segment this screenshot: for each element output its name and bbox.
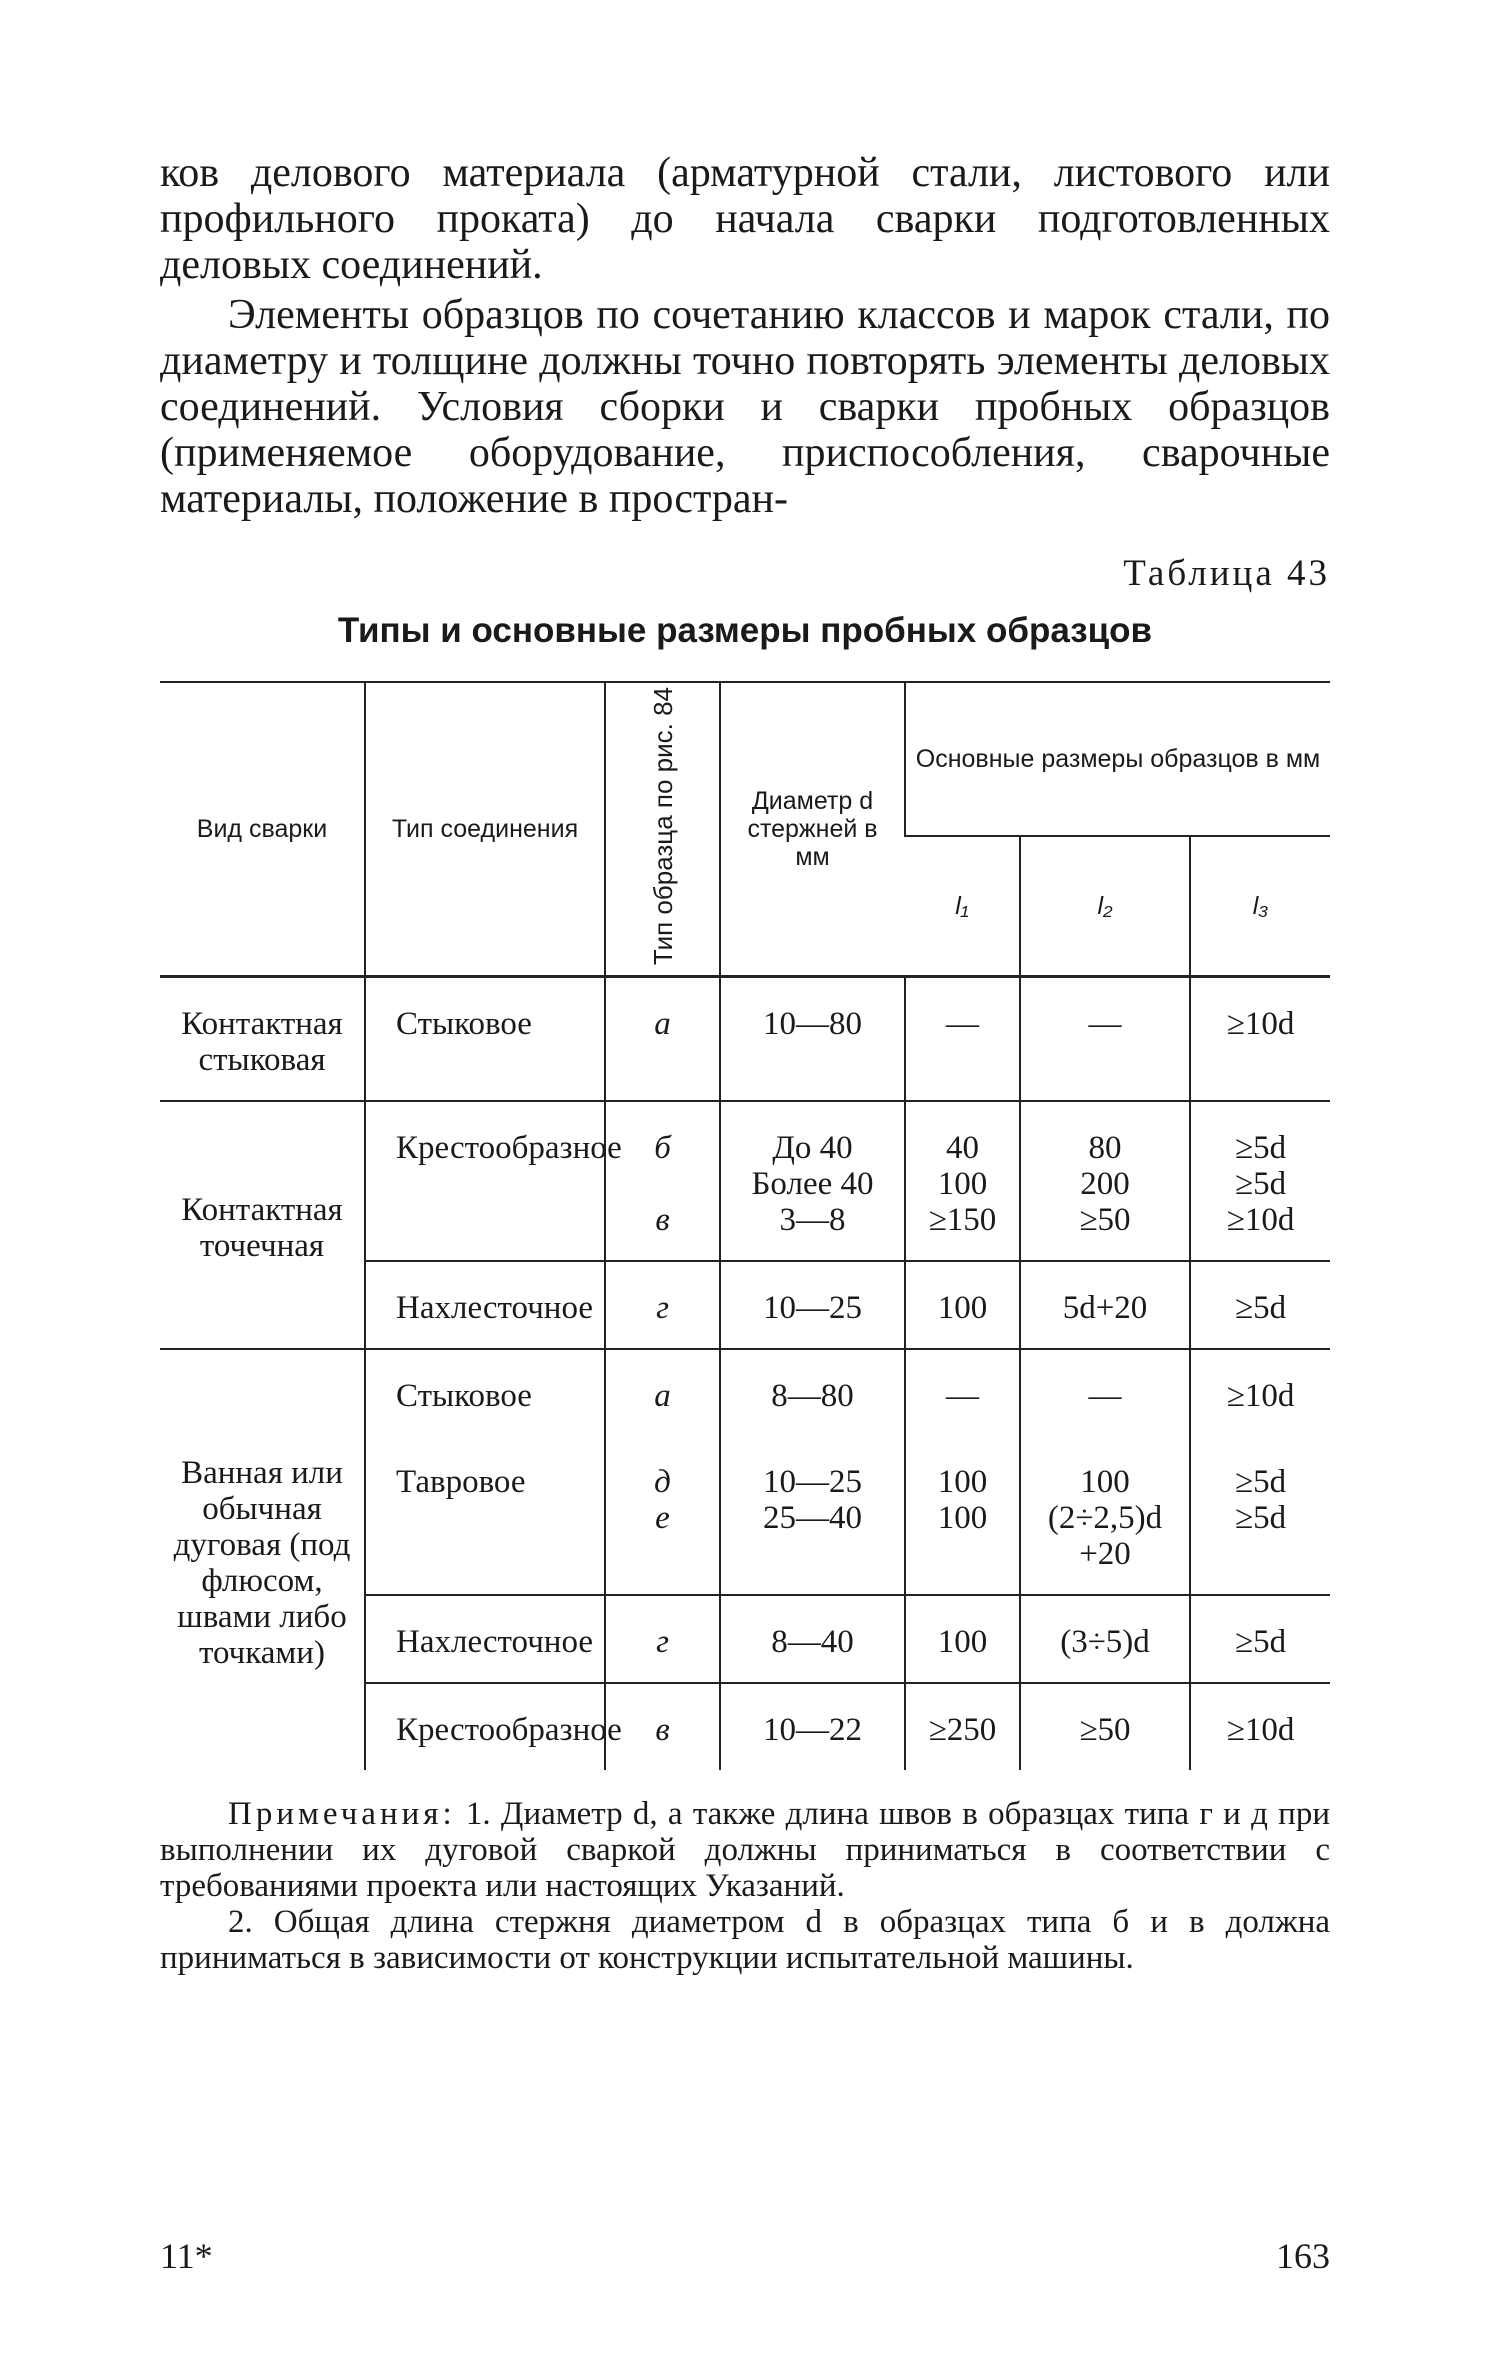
l1-cell: — [905,1349,1020,1436]
signature-mark: 11* [160,2236,213,2276]
l3-cell: ≥10d [1190,977,1330,1102]
l1-cell [905,1436,1020,1595]
body-paragraph: Элементы образцов по сочетанию классов и марок стали, по диаметру и толщине должны точно повторять элементы деловых соединений. Условия сборки и сварки пробных образцов (применяемое оборудование, приспособления, сварочные материалы, положение в простран- [160,292,1330,522]
diameter-cell: 8—80 [720,1349,905,1436]
l2-cell [1020,1101,1190,1261]
l1-value: 100 [937,1500,988,1537]
type-cell: в [605,1683,720,1770]
joint-cell: Крестообразное [365,1101,605,1261]
type-cell: г [605,1595,720,1683]
l2-cell [1020,1436,1190,1595]
diameter-value: 3—8 [779,1202,846,1239]
type-cell: а [605,977,720,1102]
diameter-cell [720,1101,905,1261]
header-sample-type-text: Тип образца по рис. 84 [647,687,678,966]
l3-value: ≥5d [1234,1130,1287,1167]
l2-cell: 5d+20 [1020,1261,1190,1349]
l2-value: (2÷2,5)d [1047,1500,1163,1537]
notes-lead: Примечания: [228,1796,456,1833]
l1-value: 100 [937,1464,988,1501]
l3-cell: ≥5d [1190,1261,1330,1349]
table-row [160,977,1330,1102]
type-value: в [655,1202,670,1239]
table-row [160,1101,1330,1261]
l2-cell: (3÷5)d [1020,1595,1190,1683]
l2-cell: — [1020,977,1190,1102]
l1-cell: — [905,977,1020,1102]
header-l2: l₂ [1020,836,1190,977]
type-value: б [654,1130,671,1167]
l3-value: ≥5d [1234,1500,1287,1537]
joint-cell: Тавровое [365,1436,605,1595]
type-cell: г [605,1261,720,1349]
l3-cell: ≥5d [1190,1595,1330,1683]
joint-cell: Стыковое [365,1349,605,1436]
note-2: 2. Общая длина стержня диаметром d в образцах типа б и в должна приниматься в зависимости от конструкции испытательной машины. [160,1904,1330,1977]
body-paragraph: ков делового материала (арматурной стали, листового или профильного проката) до начала сварки подготовленных деловых соединений. [160,150,1330,288]
table-title: Типы и основные размеры пробных образцов [337,611,1153,650]
diameter-value: 10—25 [763,1464,862,1501]
l1-cell: 100 [905,1595,1020,1683]
note-1-text: 1. Диаметр d, а также длина швов в образцах типа г и д при выполнении их дуговой сваркой должны приниматься в соответствии с требованиями проекта или настоящих Указаний. [160,1796,1330,1905]
l2-value: 100 [1080,1464,1130,1501]
header-diameter: Диаметр d стержней в мм [720,682,905,977]
header-joint: Тип соединения [365,682,605,977]
diameter-cell: 10—80 [720,977,905,1102]
type-cell: а [605,1349,720,1436]
page-number: 163 [1276,2236,1330,2276]
note-1 [160,1796,1330,1904]
kind-cell: Контактная точечная [160,1101,365,1349]
l2-value: ≥50 [1079,1202,1131,1239]
joint-cell: Нахлесточное [365,1261,605,1349]
header-dims-group: Основные размеры образцов в мм [905,682,1330,836]
type-value [612,1166,713,1202]
l1-value: 100 [937,1166,988,1203]
l3-value: ≥5d [1234,1166,1287,1203]
diameter-cell: 8—40 [720,1595,905,1683]
l1-cell [905,1101,1020,1261]
l3-value: ≥10d [1226,1202,1295,1239]
samples-table [160,681,1330,1770]
diameter-value: Более 40 [751,1166,874,1203]
joint-cell: Нахлесточное [365,1595,605,1683]
type-cell [605,1436,720,1595]
l3-cell [1190,1101,1330,1261]
l3-cell: ≥10d [1190,1683,1330,1770]
header-l3: l₃ [1190,836,1330,977]
diameter-cell [720,1436,905,1595]
header-sample-type [605,682,720,977]
table-notes [160,1796,1330,1976]
l2-value: 80 [1088,1130,1122,1167]
page-footer [160,2235,1330,2277]
l3-cell [1190,1436,1330,1595]
l2-value: +20 [1079,1536,1131,1573]
l1-cell: ≥250 [905,1683,1020,1770]
header-l1: l₁ [905,836,1020,977]
page-content [160,150,1330,1976]
l2-value: 200 [1080,1166,1130,1203]
type-cell [605,1101,720,1261]
joint-cell: Крестообразное [365,1683,605,1770]
l1-cell: 100 [905,1261,1020,1349]
diameter-value: До 40 [772,1130,853,1167]
l3-value: ≥5d [1234,1464,1287,1501]
joint-cell: Стыковое [365,977,605,1102]
diameter-cell: 10—25 [720,1261,905,1349]
table-number: Таблица 43 [1123,553,1330,594]
l2-cell: ≥50 [1020,1683,1190,1770]
l2-cell: — [1020,1349,1190,1436]
kind-cell: Контактная стыковая [160,977,365,1102]
type-value: д [654,1464,671,1501]
table-row [160,1349,1330,1436]
l1-value: 40 [946,1130,979,1167]
diameter-cell: 10—22 [720,1683,905,1770]
type-value: е [655,1500,670,1537]
kind-cell: Ванная или обычная дуговая (под флюсом, швами либо точками) [160,1349,365,1770]
l1-value: ≥150 [928,1202,997,1239]
l3-cell: ≥10d [1190,1349,1330,1436]
header-kind: Вид сварки [160,682,365,977]
diameter-value: 25—40 [763,1500,862,1537]
